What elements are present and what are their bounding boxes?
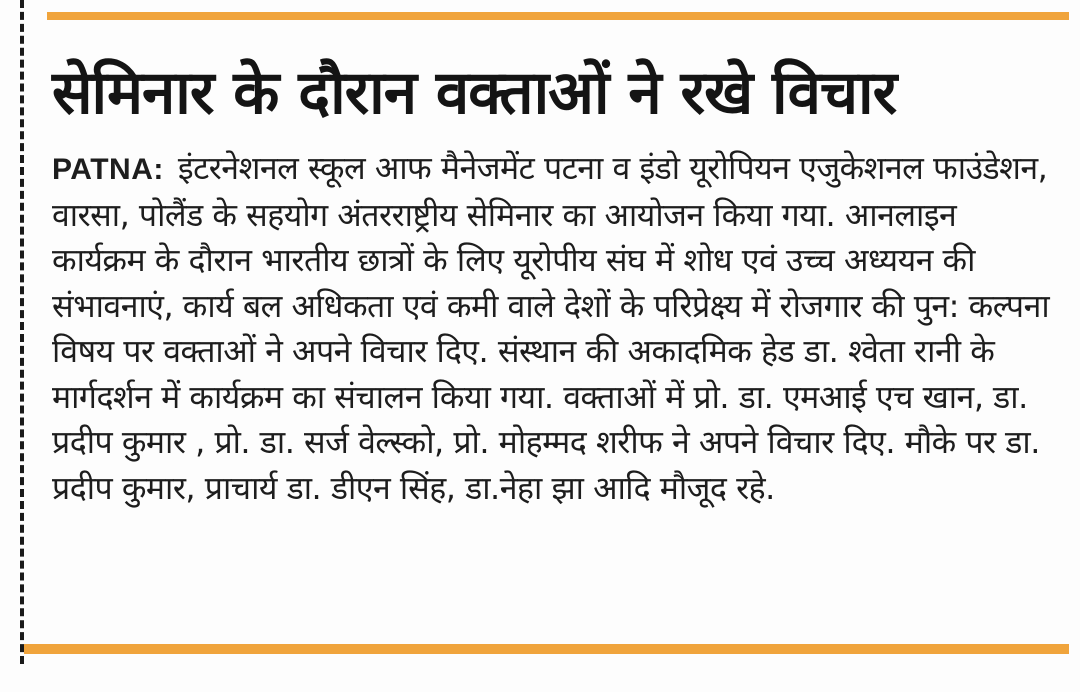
column-divider <box>20 0 24 664</box>
article-dateline: PATNA: <box>52 153 164 186</box>
article-body <box>52 146 1052 511</box>
top-accent-rule <box>47 12 1069 20</box>
article-body-text: इंटरनेशनल स्कूल आफ मैनेजमेंट पटना व इंडो यूरोपियन एजुकेशनल फाउंडेशन, वारसा, पोलैंड के सहयोग अंतरराष्ट्रीय सेमिनार का आयोजन किया गया. आनलाइन कार्यक्रम के दौरान भारतीय छात्रों के लिए यूरोपीय संघ में शोध एवं उच्च अध्ययन की संभावनाएं, कार्य बल अधिकता एवं कमी वाले देशों के परिप्रेक्ष्य में रोजगार की पुन: कल्पना विषय पर वक्ताओं ने अपने विचार दिए. संस्थान की अकादमिक हेड डा. श्वेता रानी के मार्गदर्शन में कार्यक्रम का संचालन किया गया. वक्ताओं में प्रो. डा. एमआई एच खान, डा. प्रदीप कुमार , प्रो. डा. सर्ज वेल्स्को, प्रो. मोहम्मद शरीफ ने अपने विचार दिए. मौके पर डा. प्रदीप कुमार, प्राचार्य डा. डीएन सिंह, डा.नेहा झा आदि मौजूद रहे. <box>52 149 1050 507</box>
article-headline: सेमिनार के दौरान वक्ताओं ने रखे विचार <box>52 58 897 128</box>
bottom-accent-rule <box>24 644 1069 654</box>
